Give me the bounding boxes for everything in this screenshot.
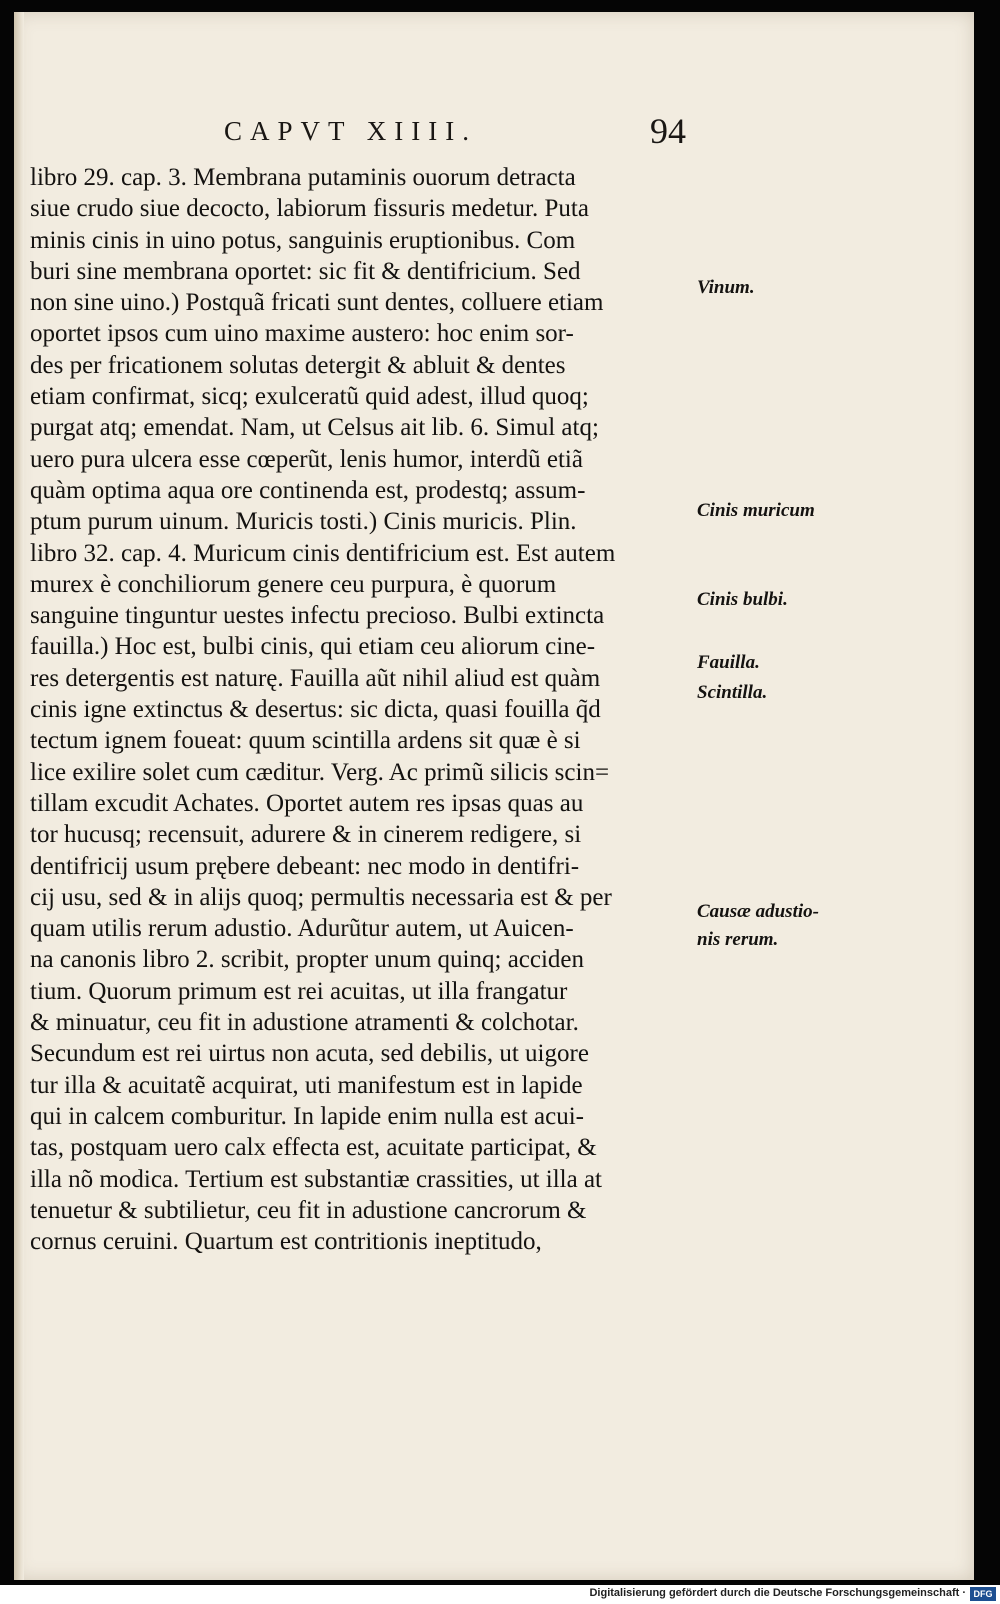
- text-line: siue crudo siue decocto, labiorum fissuris medetur. Puta: [30, 195, 589, 223]
- text-line: lice exilire solet cum cæditur. Verg. Ac primũ silicis scin=: [30, 758, 610, 786]
- text-line: cij usu, sed & in alijs quoq; permultis necessaria est & per: [30, 883, 612, 911]
- text-line: sanguine tinguntur uestes infectu precioso. Bulbi extincta: [30, 602, 605, 630]
- margin-note-vinum: Vinum.: [697, 277, 755, 298]
- text-line: fauilla.) Hoc est, bulbi cinis, qui etiam ceu aliorum cine-: [30, 633, 596, 661]
- text-line: tur illa & acuitatẽ acquirat, uti manifestum est in lapide: [30, 1071, 583, 1099]
- margin-note-causae-adustionis: Causæ adustio-: [697, 901, 819, 922]
- text-line: tenuetur & subtilietur, ceu fit in adustione cancrorum &: [30, 1196, 587, 1224]
- text-line: oportet ipsos cum uino maxime austero: hoc enim sor-: [30, 320, 574, 348]
- text-line: cornus ceruini. Quartum est contritionis ineptitudo,: [30, 1228, 542, 1256]
- page-gutter-shadow: [14, 12, 24, 1580]
- text-line: des per fricationem solutas detergit & abluit & dentes: [30, 351, 566, 379]
- text-line: libro 29. cap. 3. Membrana putaminis ouorum detracta: [30, 164, 576, 191]
- text-line: cinis igne extinctus & desertus: sic dicta, quasi fouilla q̃d: [30, 696, 601, 724]
- text-line: non sine uino.) Postquã fricati sunt dentes, colluere etiam: [30, 289, 604, 317]
- text-line: na canonis libro 2. scribit, propter unum quinq; acciden: [30, 946, 585, 974]
- text-line: dentifricij usum prębere debeant: nec modo in dentifri-: [30, 852, 580, 880]
- text-line: Secundum est rei uirtus non acuta, sed debilis, ut uigore: [30, 1040, 589, 1068]
- text-line: tium. Quorum primum est rei acuitas, ut illa frangatur: [30, 977, 568, 1005]
- text-line: uero pura ulcera esse cœperũt, lenis humor, interdũ etiã: [30, 445, 583, 473]
- text-line: murex è conchiliorum genere ceu purpura, è quorum: [30, 570, 557, 598]
- text-line: quàm optima aqua ore continenda est, prodestq; assum-: [30, 476, 586, 504]
- text-line: libro 32. cap. 4. Muricum cinis dentifricium est. Est autem: [30, 539, 616, 567]
- page-number: 94: [650, 111, 686, 151]
- book-page: [14, 12, 974, 1580]
- text-line: minis cinis in uino potus, sanguinis eruptionibus. Com: [30, 226, 576, 254]
- text-line: res detergentis est naturę. Fauilla aũt nihil aliud est quàm: [30, 664, 601, 692]
- text-line: & minuatur, ceu fit in adustione atramenti & colchotar.: [30, 1009, 579, 1037]
- margin-note-cinis-bulbi: Cinis bulbi.: [697, 589, 788, 610]
- text-line: purgat atq; emendat. Nam, ut Celsus ait lib. 6. Simul atq;: [30, 414, 599, 442]
- text-line: illa nõ modica. Tertium est substantiæ crassities, ut illa at: [30, 1165, 602, 1193]
- footer-bar: [0, 1585, 1000, 1604]
- main-text-block: [30, 162, 700, 1257]
- margin-note-cinis-muricum: Cinis muricum: [697, 500, 815, 521]
- text-line: tas, postquam uero calx effecta est, acuitate participat, &: [30, 1134, 597, 1162]
- text-line: tor hucusq; recensuit, adurere & in cinerem redigere, si: [30, 821, 582, 849]
- dfg-logo-icon: DFG: [970, 1587, 996, 1601]
- margin-note-scintilla: Scintilla.: [697, 682, 768, 703]
- text-line: ptum purum uinum. Muricis tosti.) Cinis muricis. Plin.: [30, 508, 577, 536]
- text-line: quam utilis rerum adustio. Adurũtur autem, ut Auicen-: [30, 915, 574, 943]
- text-line: qui in calcem comburitur. In lapide enim nulla est acui-: [30, 1102, 584, 1130]
- margin-note-nis-rerum: nis rerum.: [697, 929, 779, 950]
- margin-note-fauilla: Fauilla.: [697, 652, 760, 673]
- running-head: CAPVT XIIII.: [224, 116, 477, 146]
- text-line: tectum ignem foueat: quum scintilla ardens sit quæ è si: [30, 727, 581, 755]
- text-line: buri sine membrana oportet: sic fit & dentifricium. Sed: [30, 257, 581, 285]
- digitization-credit: Digitalisierung gefördert durch die Deutsche Forschungsgemeinschaft ·: [589, 1587, 966, 1599]
- text-line: etiam confirmat, sicq; exulceratũ quid adest, illud quoq;: [30, 383, 589, 411]
- text-line: tillam excudit Achates. Oportet autem res ipsas quas au: [30, 789, 584, 817]
